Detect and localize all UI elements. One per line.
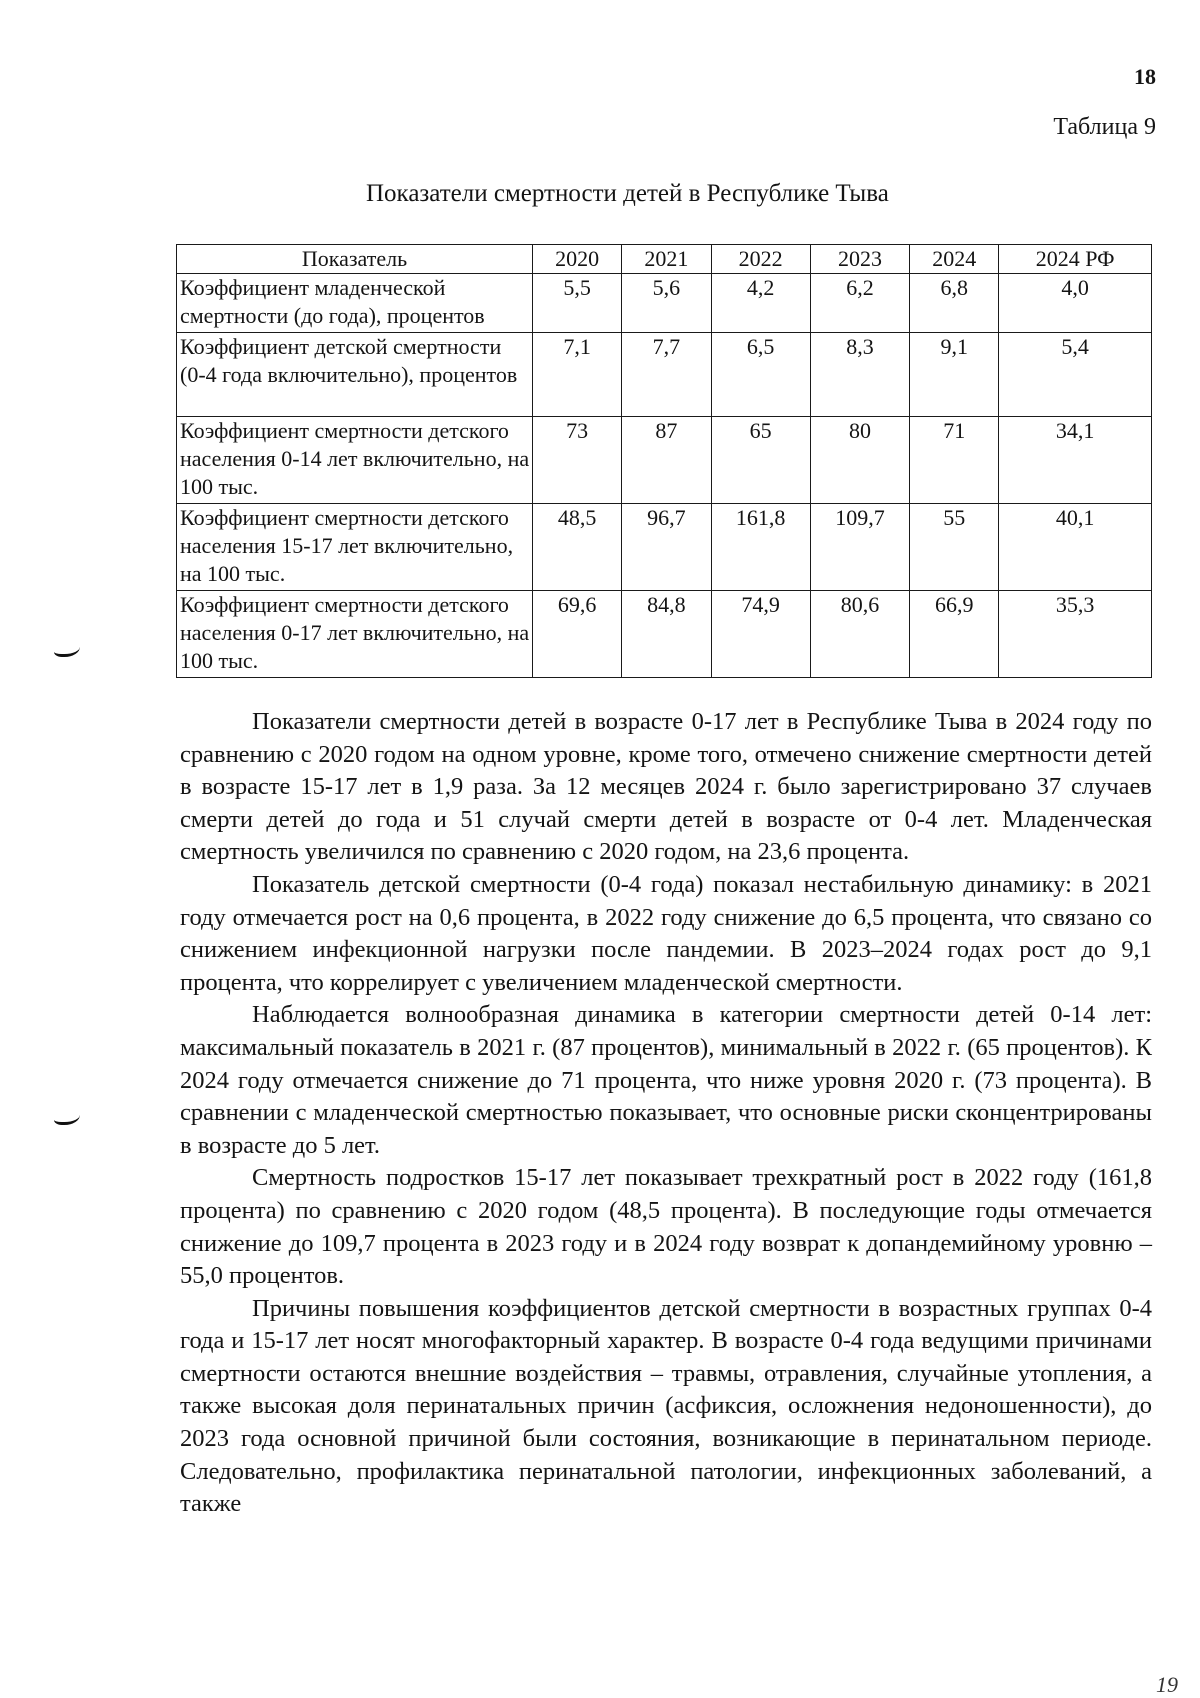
row-indicator: Коэффициент младенческой смертности (до года), процентов [177,274,533,333]
row-value: 73 [533,417,622,504]
row-value: 5,5 [533,274,622,333]
row-value: 161,8 [711,504,810,591]
table-row [177,417,1152,504]
table-row [177,333,1152,417]
header-2020: 2020 [533,245,622,274]
header-2024: 2024 [910,245,999,274]
body-text [180,706,1152,1521]
paragraph: Наблюдается волнообразная динамика в категории смертности детей 0-14 лет: максимальный показатель в 2021 г. (87 процентов), минимальный в 2022 г. (65 процентов). К 2024 году отмечается снижение до 71 процента, что ниже уровня 2020 г. (73 процента). В сравнении с младенческой смертностью показывает, что основные риски сконцентрированы в возрасте до 5 лет. [180,1001,1152,1159]
row-value: 66,9 [910,591,999,678]
row-value: 34,1 [999,417,1152,504]
row-indicator: Коэффициент смертности детского населения 0-17 лет включительно, на 100 тыс. [177,591,533,678]
row-value: 96,7 [622,504,711,591]
row-value: 7,7 [622,333,711,417]
row-value: 4,2 [711,274,810,333]
binder-mark [54,1108,80,1125]
row-value: 84,8 [622,591,711,678]
row-value: 80 [810,417,909,504]
handwritten-page-number: 19 [1156,1672,1178,1697]
paragraph: Причины повышения коэффициентов детской смертности в возрастных группах 0-4 года и 15-17 лет носят многофакторный характер. В возрасте 0-4 года ведущими причинами смертности остаются внешние воздействия – травмы, отравления, случайные утопления, а также высокая доля перинатальных причин (асфиксия, осложнения недоношенности), до 2023 года основной причиной были состояния, возникающие в перинатальном периоде. Следовательно, профилактика перинатальной патологии, инфекционных заболеваний, а также [180,1294,1152,1518]
paragraph: Показатель детской смертности (0-4 года) показал нестабильную динамику: в 2021 году отмечается рост на 0,6 процента, в 2022 году снижение до 6,5 процента, что связано со снижением инфекционной нагрузки после пандемии. В 2023–2024 годах рост до 9,1 процента, что коррелирует с увеличением младенческой смертности. [180,870,1152,996]
header-indicator: Показатель [177,245,533,274]
header-2022: 2022 [711,245,810,274]
row-value: 4,0 [999,274,1152,333]
row-value: 40,1 [999,504,1152,591]
header-2024-rf: 2024 РФ [999,245,1152,274]
binder-mark [54,640,80,657]
row-value: 80,6 [810,591,909,678]
row-value: 35,3 [999,591,1152,678]
row-value: 74,9 [711,591,810,678]
row-value: 6,5 [711,333,810,417]
row-value: 55 [910,504,999,591]
row-value: 109,7 [810,504,909,591]
row-value: 65 [711,417,810,504]
row-value: 48,5 [533,504,622,591]
row-value: 6,8 [910,274,999,333]
row-indicator: Коэффициент смертности детского населения 0-14 лет включительно, на 100 тыс. [177,417,533,504]
paragraph: Показатели смертности детей в возрасте 0-17 лет в Республике Тыва в 2024 году по сравнению с 2020 годом на одном уровне, кроме того, отмечено снижение смертности детей в возрасте 15-17 лет в 1,9 раза. За 12 месяцев 2024 г. было зарегистрировано 37 случаев смерти детей до года и 51 случай смерти детей в возрасте от 0-4 лет. Младенческая смертность увеличился по сравнению с 2020 годом, на 23,6 процента. [180,708,1152,866]
paragraph: Смертность подростков 15-17 лет показывает трехкратный рост в 2022 году (161,8 процента) по сравнению с 2020 годом (48,5 процента). В последующие годы отмечается снижение до 109,7 процента в 2023 году и в 2024 году возврат к допандемийному уровню – 55,0 процентов. [180,1164,1152,1290]
row-indicator: Коэффициент смертности детского населения 15-17 лет включительно, на 100 тыс. [177,504,533,591]
row-value: 69,6 [533,591,622,678]
table-row [177,504,1152,591]
row-value: 6,2 [810,274,909,333]
table-row [177,274,1152,333]
table-label: Таблица 9 [1053,114,1156,140]
row-value: 87 [622,417,711,504]
header-2021: 2021 [622,245,711,274]
row-value: 5,4 [999,333,1152,417]
table-header-row [177,245,1152,274]
mortality-table [176,244,1152,678]
header-2023: 2023 [810,245,909,274]
row-value: 71 [910,417,999,504]
table-title: Показатели смертности детей в Республике Тыва [366,180,889,207]
row-value: 5,6 [622,274,711,333]
page-number: 18 [1134,64,1156,89]
row-value: 8,3 [810,333,909,417]
table-row [177,591,1152,678]
row-value: 7,1 [533,333,622,417]
row-value: 9,1 [910,333,999,417]
row-indicator: Коэффициент детской смертности (0-4 года включительно), процентов [177,333,533,417]
